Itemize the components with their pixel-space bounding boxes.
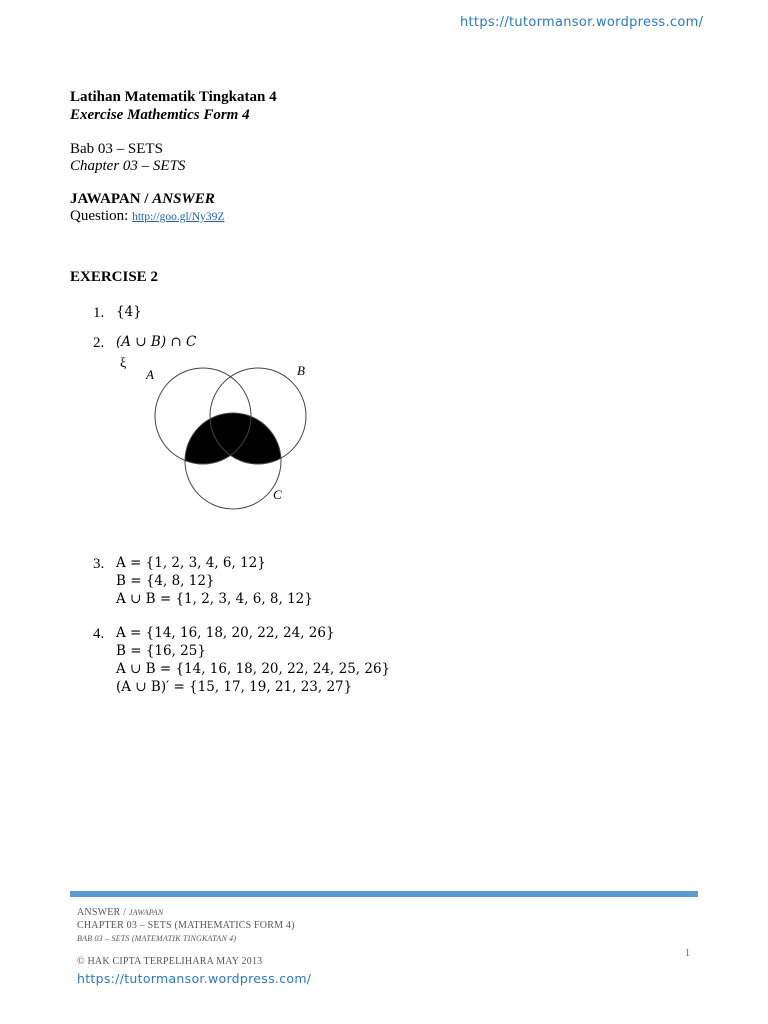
item-4-line-2: B = {16, 25} — [116, 643, 206, 659]
item-number: 1. — [93, 305, 105, 321]
venn-diagram — [115, 356, 335, 516]
item-3-line-1: A = {1, 2, 3, 4, 6, 12} — [116, 555, 266, 571]
set-a-label: A — [146, 367, 154, 382]
question-row — [70, 207, 224, 227]
chapter-english: Chapter 03 – SETS — [70, 158, 186, 174]
set-c-label: C — [273, 487, 282, 502]
shaded-region — [155, 368, 306, 464]
item-1-answer: {4} — [116, 304, 142, 320]
chapter-malay: Bab 03 – SETS — [70, 141, 163, 157]
venn-circles — [115, 356, 335, 516]
footer-rule — [70, 891, 698, 897]
exercise-heading: EXERCISE 2 — [70, 269, 158, 285]
footer-answer-en: ANSWER / — [77, 907, 129, 918]
question-link[interactable]: http://goo.gl/Ny39Z — [132, 211, 225, 223]
item-number: 3. — [93, 556, 105, 572]
title-english: Exercise Mathemtics Form 4 — [70, 107, 250, 123]
question-label: Question: — [70, 208, 133, 224]
answer-english: ANSWER — [152, 191, 215, 207]
footer-chapter: CHAPTER 03 – SETS (MATHEMATICS FORM 4) — [77, 920, 295, 931]
universal-set-symbol: ξ — [120, 356, 127, 371]
item-number: 2. — [93, 335, 105, 351]
item-4-line-3: A ∪ B = {14, 16, 18, 20, 22, 24, 25, 26} — [116, 661, 391, 677]
footer-url[interactable]: https://tutormansor.wordpress.com/ — [77, 971, 312, 986]
footer-answer-ms: JAWAPAN — [128, 908, 164, 917]
footer-bab: BAB 03 – SETS (MATEMATIK TINGKATAN 4) — [77, 934, 237, 943]
item-3-line-3: A ∪ B = {1, 2, 3, 4, 6, 8, 12} — [116, 591, 313, 607]
item-number: 4. — [93, 626, 105, 642]
answer-malay: JAWAPAN / — [70, 191, 153, 207]
header-url[interactable]: https://tutormansor.wordpress.com/ — [460, 15, 704, 30]
item-4-line-1: A = {14, 16, 18, 20, 22, 24, 26} — [116, 625, 335, 641]
set-b-label: B — [297, 363, 305, 378]
footer-answer — [77, 907, 163, 918]
footer-copyright: © HAK CIPTA TERPELIHARA MAY 2013 — [77, 956, 263, 967]
item-3-line-2: B = {4, 8, 12} — [116, 573, 215, 589]
item-2-answer: (A ∪ B) ∩ C — [116, 334, 197, 350]
page-number: 1 — [685, 948, 690, 959]
title-malay: Latihan Matematik Tingkatan 4 — [70, 89, 277, 105]
item-4-line-4: (A ∪ B)′ = {15, 17, 19, 21, 23, 27} — [116, 679, 353, 695]
